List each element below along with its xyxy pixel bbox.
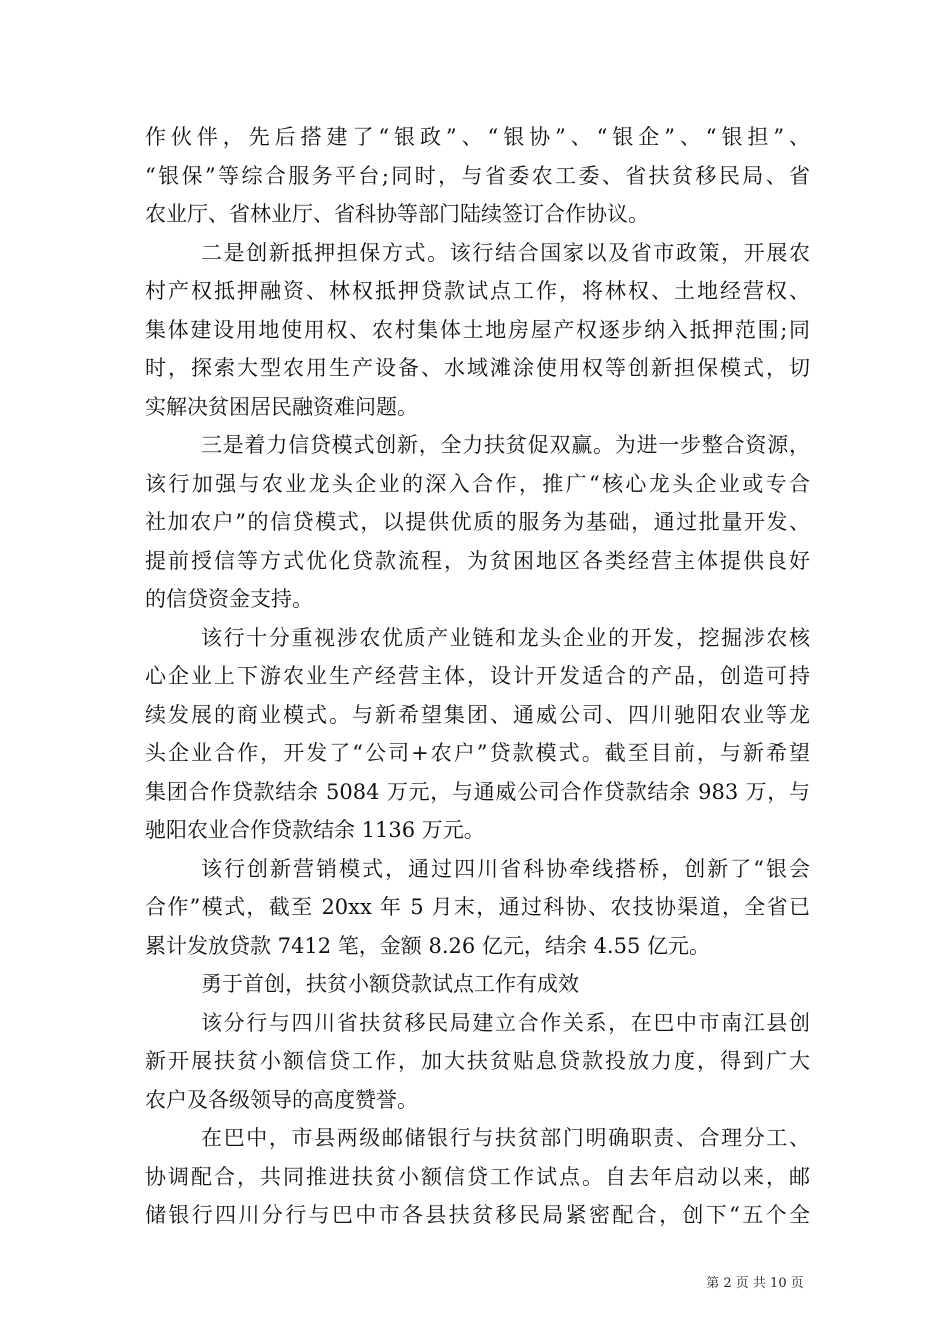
text-line: 协调配合，共同推进扶贫小额信贷工作试点。自去年启动以来，邮 (145, 1164, 810, 1189)
text-line: 的信贷资金支持。 (145, 587, 313, 611)
text-line: 村产权抵押融资、林权抵押贷款试点工作，将林权、土地经营权、 (145, 279, 810, 303)
text-line: 集团合作贷款结余 5084 万元，与通威公司合作贷款结余 983 万，与 (145, 779, 810, 804)
text-line: 提前授信等方式优化贷款流程，为贫困地区各类经营主体提供良好 (145, 548, 810, 573)
text-line: 该行十分重视涉农优质产业链和龙头企业的开发，挖掘涉农核 (201, 625, 810, 650)
text-line: 勇于首创，扶贫小额贷款试点工作有成效 (201, 972, 579, 996)
page-number-indicator: 第 2 页 共 10 页 (706, 1276, 804, 1291)
text-line: 心企业上下游农业生产经营主体，设计开发适合的产品，创造可持 (145, 664, 810, 688)
text-line: 新开展扶贫小额信贷工作，加大扶贫贴息贷款投放力度，得到广大 (145, 1049, 810, 1073)
text-line: 作伙伴，先后搭建了“银政”、“银协”、“银企”、“银担”、 (145, 125, 810, 149)
text-line: 三是着力信贷模式创新，全力扶贫促双赢。为进一步整合资源， (201, 433, 810, 457)
text-line: 该行创新营销模式，通过四川省科协牵线搭桥，创新了“银会 (201, 856, 810, 881)
text-line: “银保”等综合服务平台;同时，与省委农工委、省扶贫移民局、省 (145, 163, 810, 188)
text-line: 驰阳农业合作贷款结余 1136 万元。 (145, 818, 485, 842)
text-line: 农户及各级领导的高度赞誉。 (145, 1087, 418, 1112)
text-line: 社加农户”的信贷模式，以提供优质的服务为基础，通过批量开发、 (145, 510, 810, 534)
text-line: 二是创新抵押担保方式。该行结合国家以及省市政策，开展农 (201, 240, 810, 265)
text-line: 累计发放贷款 7412 笔，金额 8.26 亿元，结余 4.55 亿元。 (145, 933, 711, 958)
text-line: 合作”模式，截至 20xx 年 5 月末，通过科协、农技协渠道，全省已 (145, 895, 810, 919)
text-line: 该分行与四川省扶贫移民局建立合作关系，在巴中市南江县创 (201, 1010, 810, 1035)
text-line: 时，探索大型农用生产设备、水域滩涂使用权等创新担保模式，切 (145, 356, 810, 380)
text-line: 在巴中，市县两级邮储银行与扶贫部门明确职责、合理分工、 (201, 1126, 810, 1150)
text-line: 续发展的商业模式。与新希望集团、通威公司、四川驰阳农业等龙 (145, 702, 810, 727)
text-line: 储银行四川分行与巴中市各县扶贫移民局紧密配合，创下“五个全 (145, 1203, 810, 1227)
text-line: 该行加强与农业龙头企业的深入合作，推广“核心龙头企业或专合 (145, 471, 810, 496)
text-line: 实解决贫困居民融资难问题。 (145, 394, 418, 419)
text-line: 集体建设用地使用权、农村集体土地房屋产权逐步纳入抵押范围;同 (145, 317, 810, 342)
document-body (145, 118, 810, 1235)
text-line: 农业厅、省林业厅、省科协等部门陆续签订合作协议。 (145, 202, 649, 226)
page-footer (0, 1272, 950, 1291)
text-line: 头企业合作，开发了“公司+农户”贷款模式。截至目前，与新希望 (145, 741, 810, 765)
